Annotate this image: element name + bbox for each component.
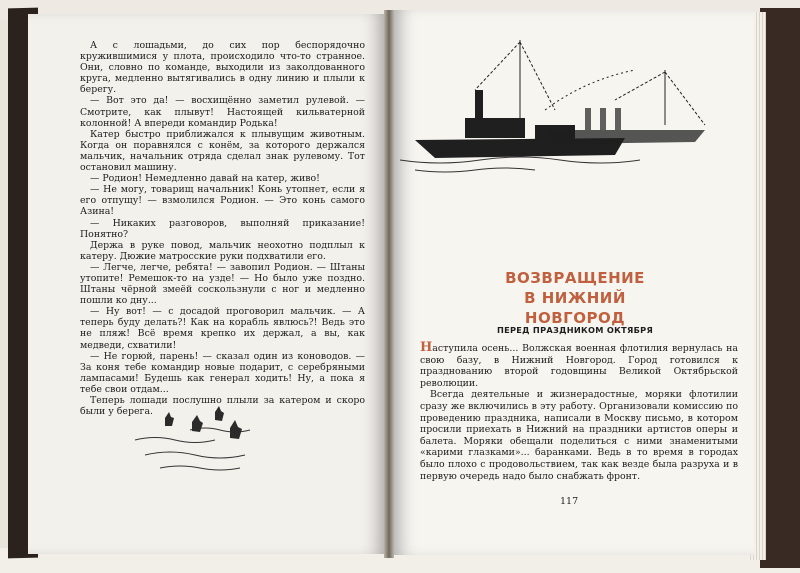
paragraph: — Не могу, товарищ начальник! Конь утопнет, если я его отпущу! — взмолился Родион. — Это конь самого Азина! [80,184,365,218]
left-page-text [80,40,365,417]
book-gutter [384,10,394,558]
ships-illustration [395,30,715,175]
paragraph: — Родион! Немедленно давай на катер, живо! [90,173,320,185]
paragraph [420,342,738,389]
paragraph: — Легче, легче, ребята! — завопил Родион. — Штаны утопите! Ремешок-то на узде! — Но было уже поздно. Штаны чёрной змеёй соскользнули с ног и медленно пошли ко дну... [80,261,365,307]
section-title: ПЕРЕД ПРАЗДНИКОМ ОКТЯБРЯ [496,325,654,335]
right-page-text [420,342,738,482]
paragraph: — Никаких разговоров, выполняй приказание! Понятно? [80,217,365,240]
paragraph: Катер быстро приближался к плывущим животным. Когда он поравнялся с конём, за которого держался мальчик, начальник отряда сделал знак рулевому. Тот остановил машину. [80,128,365,174]
page-number: 117 [560,496,579,507]
chapter-title-line2: В НИЖНИЙ НОВГОРОД [524,289,626,327]
paragraph: — Вот это да! — восхищённо заметил рулевой. — Смотрите, как плывут! Настоящей кильватерной колонной! А впереди командир Родька! [80,95,365,129]
paragraph: Всегда деятельные и жизнерадостные, моряки флотилии сразу же включились в эту работу. Организовали комиссию по проведению праздника, написали в Москву письмо, в котором просили приехать в Нижний на праздники артистов оперы и балета. Моряки обещали поделиться с ними знаменитыми «карими глазками»... баранками. Ведь в то время в городах было плохо с продовольствием, так как везде была разруха и в первую очередь надо было снабжать фронт. [420,389,738,482]
paragraph: Теперь лошади послушно плыли за катером и скоро были у берега. [80,395,365,418]
paragraph: Держа в руке повод, мальчик неохотно подплыл к катеру. Дюжие матросские руки подхватили его. [80,239,365,262]
paragraph-text: аступила осень... Волжская военная флотилия вернулась на свою базу, в Нижний Новгород. Город готовился к празднованию второй годовщины Великой Октябрьской революции. [420,343,738,389]
paragraph: А с лошадьми, до сих пор беспорядочно кружившимися у плота, происходило что-то странное. Они, словно по команде, выходили из заколдованного круга, медленно вытягивались в одну линию и плыли к берегу. [80,40,365,96]
drop-cap: Н [420,340,433,355]
horses-illustration [130,400,280,475]
paragraph: — Не горюй, парень! — сказал один из коноводов. — За коня тебе командир новые подарит, с серебряными лампасами! Будешь как генерал ходить! Ну, а пока я тебе свои отдам... [80,350,365,395]
book-cover-right [760,8,800,568]
chapter-title-line1: ВОЗВРАЩЕНИЕ [505,269,645,287]
paragraph: — Ну вот! — с досадой проговорил мальчик. — А теперь буду делать?! Как на корабль явлюсь?! Ведь это не пляж! Всё время крепко их держал, а вы, как медведи, схватили! [80,306,365,351]
chapter-title [480,268,670,328]
